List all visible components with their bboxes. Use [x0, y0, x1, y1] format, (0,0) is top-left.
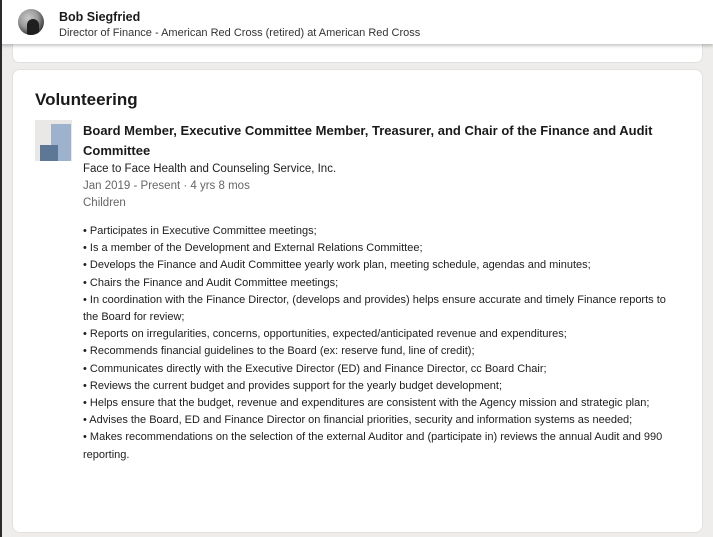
- avatar[interactable]: [18, 9, 44, 35]
- list-item: • Is a member of the Development and External Relations Committee;: [83, 242, 423, 255]
- section-title: Volunteering: [35, 90, 138, 109]
- list-item: • Chairs the Finance and Audit Committee meetings;: [83, 276, 339, 289]
- responsibilities-list: [83, 223, 673, 464]
- list-item: • Recommends financial guidelines to the Board (ex: reserve fund, line of credit);: [83, 345, 475, 358]
- window-edge: [0, 0, 2, 537]
- list-item: • In coordination with the Finance Director, (develops and provides) helps ensure accurate and timely Finance reports to the Board for review;: [83, 293, 666, 324]
- organization-logo-icon[interactable]: [35, 120, 72, 161]
- volunteering-entry: [83, 121, 693, 212]
- list-item: • Develops the Finance and Audit Committee yearly work plan, meeting schedule, agendas and minutes;: [83, 259, 591, 272]
- role-title: Board Member, Executive Committee Member, Treasurer, and Chair of the Finance and Audit Committee: [83, 123, 653, 158]
- previous-section-card: [13, 44, 702, 62]
- profile-name[interactable]: Bob Siegfried: [59, 10, 141, 24]
- volunteering-section: [13, 70, 702, 532]
- organization-name[interactable]: Face to Face Health and Counseling Service, Inc.: [83, 163, 337, 175]
- list-item: • Advises the Board, ED and Finance Director on financial priorities, security and information systems as needed;: [83, 414, 633, 427]
- list-item: • Reports on irregularities, concerns, opportunities, expected/anticipated revenue and expenditures;: [83, 328, 567, 341]
- logo-short-block: [40, 145, 58, 161]
- list-item: • Makes recommendations on the selection of the external Auditor and (participate in) reviews the annual Audit and 990 reporting.: [83, 431, 663, 461]
- sticky-profile-header: [0, 0, 713, 44]
- list-item: • Helps ensure that the budget, revenue and expenditures are consistent with the Agency mission and strategic plan;: [83, 397, 650, 410]
- list-item: • Communicates directly with the Executive Director (ED) and Finance Director, cc Board Chair;: [83, 362, 547, 375]
- list-item: • Reviews the current budget and provides support for the yearly budget development;: [83, 379, 503, 392]
- profile-headline: Director of Finance - American Red Cross (retired) at American Red Cross: [59, 27, 421, 39]
- cause-label: Children: [83, 197, 126, 209]
- date-range: Jan 2019 - Present · 4 yrs 8 mos: [83, 180, 250, 192]
- list-item: • Participates in Executive Committee meetings;: [83, 225, 317, 237]
